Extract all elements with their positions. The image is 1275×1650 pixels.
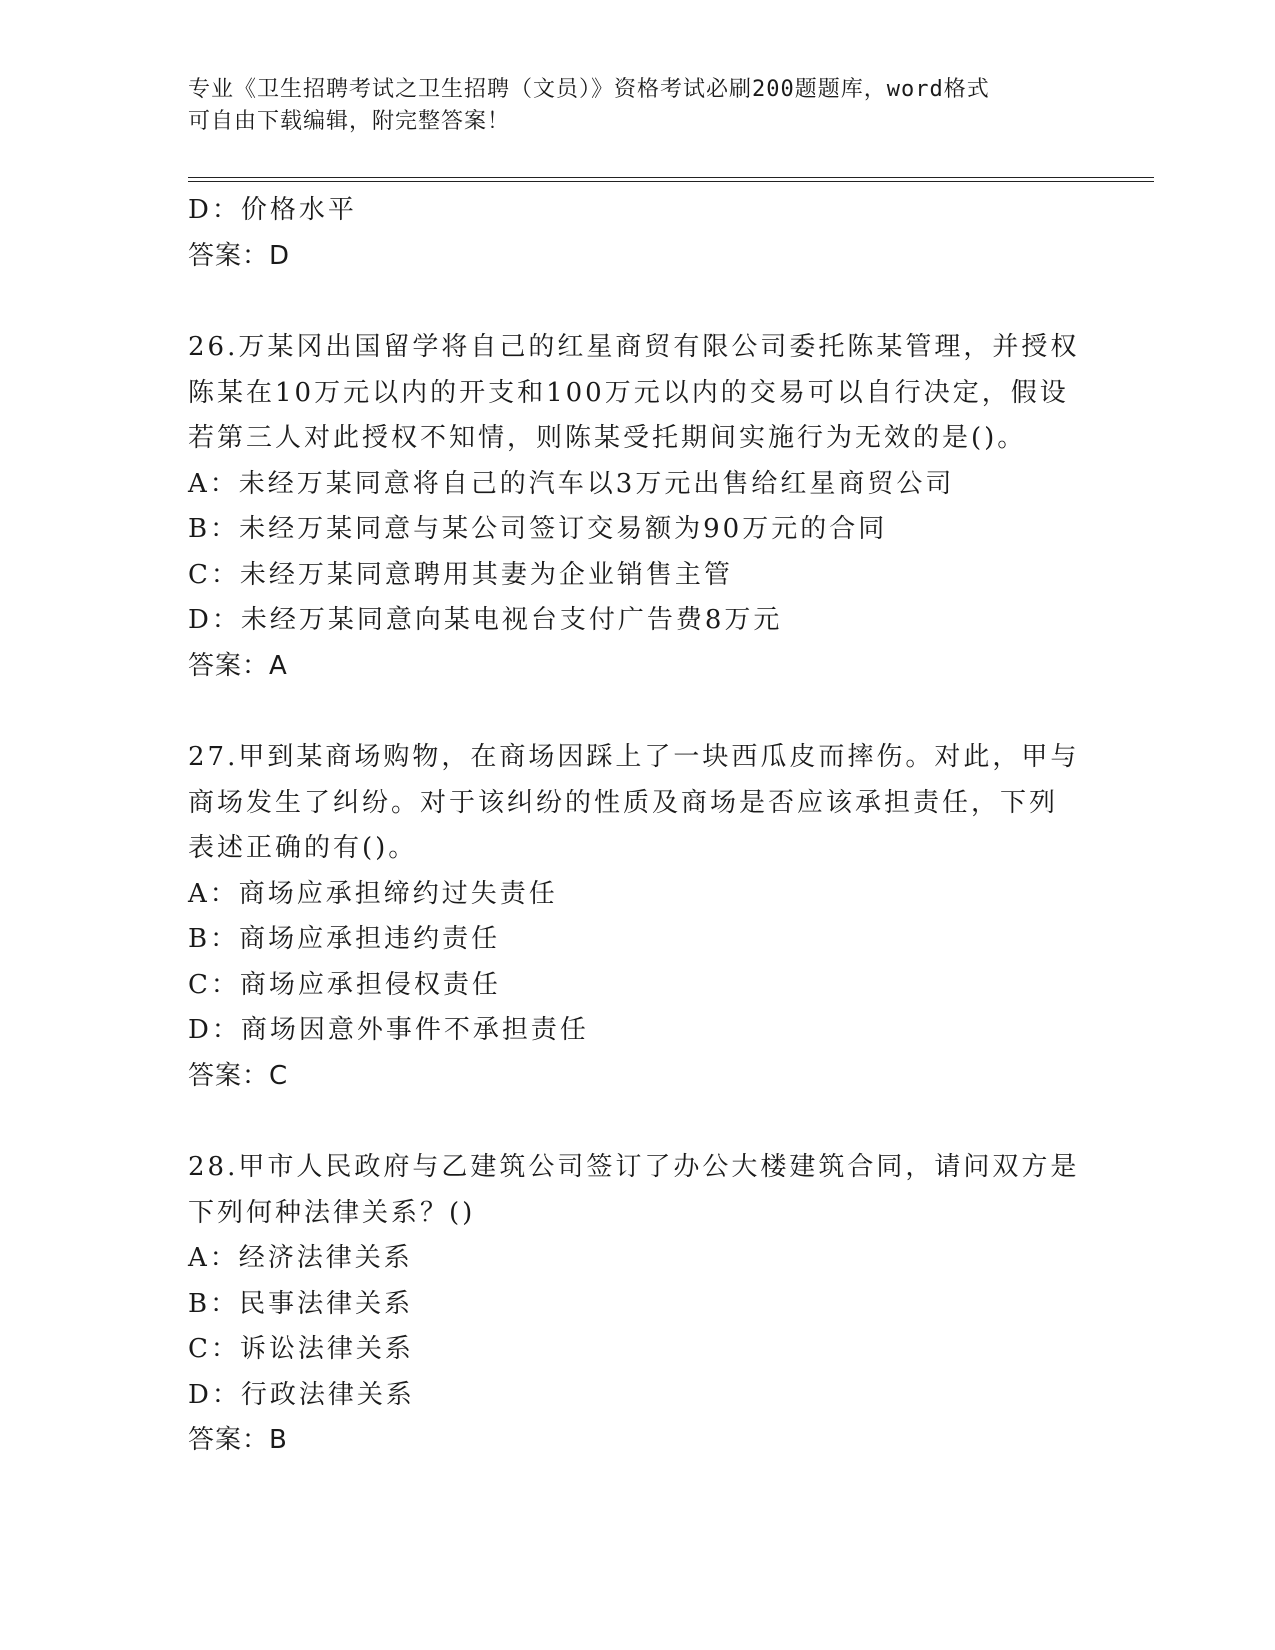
option-d: D：行政法律关系 (188, 1379, 415, 1410)
question-text-line: 商场发生了纠纷。对于该纠纷的性质及商场是否应该承担责任，下列 (188, 787, 1059, 818)
header-title-line-2: 可自由下载编辑，附完整答案！ (188, 109, 511, 134)
question-text-line: 28.甲市人民政府与乙建筑公司签订了办公大楼建筑合同，请问双方是 (188, 1152, 1080, 1182)
spacer (188, 689, 1088, 735)
option-c: C：未经万某同意聘用其妻为企业销售主管 (188, 559, 733, 590)
header-title-line-1: 专业《卫生招聘考试之卫生招聘（文员）》资格考试必刷200题题库，word格式 (188, 77, 990, 102)
header-divider-bottom (188, 181, 1154, 182)
option-b: B：未经万某同意与某公司签订交易额为90万元的合同 (188, 514, 888, 544)
question-text-line: 陈某在10万元以内的开支和100万元以内的交易可以自行决定，假设 (188, 377, 1069, 408)
question-text-line: 下列何种法律关系？() (188, 1197, 476, 1228)
spacer (188, 1099, 1088, 1145)
spacer (188, 279, 1088, 325)
option-a: A：商场应承担缔约过失责任 (188, 878, 558, 909)
question-28 (188, 1145, 1088, 1464)
option-d: D：未经万某同意向某电视台支付广告费8万元 (188, 605, 783, 635)
header-divider-top (188, 177, 1154, 178)
answer-line: 答案：D (188, 240, 291, 271)
option-b: B：商场应承担违约责任 (188, 924, 501, 954)
option-c: C：诉讼法律关系 (188, 1334, 414, 1364)
document-header (188, 74, 1088, 138)
question-text-line: 若第三人对此授权不知情，则陈某受托期间实施行为无效的是()。 (188, 423, 1027, 453)
question-27 (188, 735, 1088, 1099)
question-content (188, 188, 1088, 1464)
question-text-line: 27.甲到某商场购物，在商场因踩上了一块西瓜皮而摔伤。对此，甲与 (188, 742, 1080, 772)
option-d: D：价格水平 (188, 195, 357, 225)
option-c: C：商场应承担侵权责任 (188, 969, 501, 1000)
answer-line: 答案：A (188, 650, 288, 681)
question-26 (188, 325, 1088, 689)
option-d: D：商场因意外事件不承担责任 (188, 1015, 589, 1045)
answer-line: 答案：B (188, 1425, 288, 1455)
option-a: A：未经万某同意将自己的汽车以3万元出售给红星商贸公司 (188, 468, 955, 499)
question-text-line: 表述正确的有()。 (188, 833, 418, 863)
option-b: B：民事法律关系 (188, 1288, 414, 1319)
option-a: A：经济法律关系 (188, 1243, 413, 1273)
question-text-line: 26.万某冈出国留学将自己的红星商贸有限公司委托陈某管理，并授权 (188, 332, 1080, 362)
answer-line: 答案：C (188, 1060, 289, 1091)
